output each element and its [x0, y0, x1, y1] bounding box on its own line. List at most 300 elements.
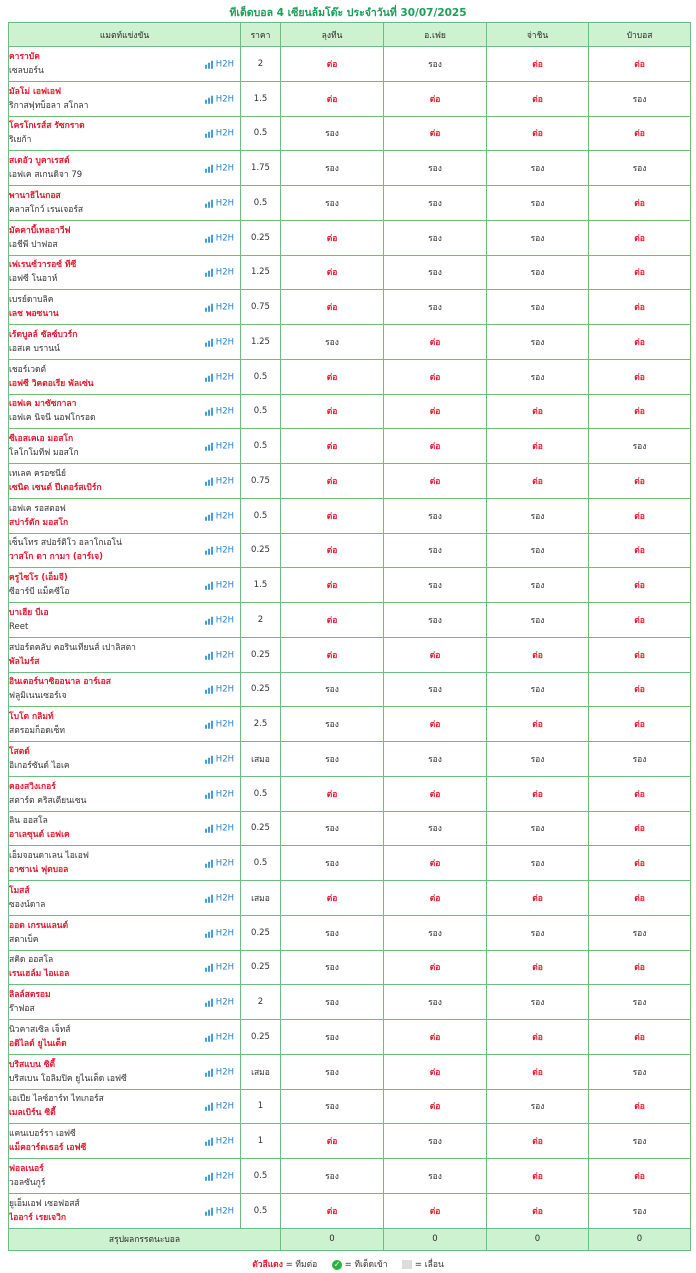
table-row	[9, 637, 691, 672]
h2h-link[interactable]	[205, 476, 234, 487]
home-team: บาเฮีย บีเอ	[9, 607, 49, 618]
table-row	[9, 1124, 691, 1159]
tip-cell: รอง	[487, 846, 589, 881]
table-row	[9, 603, 691, 638]
match-cell	[9, 429, 241, 464]
table-row	[9, 464, 691, 499]
tip-cell: ต่อ	[487, 881, 589, 916]
away-team: ซีอาร์บี แม็คซีโอ	[9, 587, 70, 598]
tip-cell: รอง	[487, 1089, 589, 1124]
table-row	[9, 220, 691, 255]
h2h-label: H2H	[215, 684, 234, 695]
odds-cell: 0.25	[241, 811, 281, 846]
h2h-label: H2H	[215, 719, 234, 730]
h2h-label: H2H	[215, 93, 234, 104]
h2h-label: H2H	[215, 545, 234, 556]
h2h-label: H2H	[215, 1032, 234, 1043]
home-team: เทเลค ครอซนีย์	[9, 468, 66, 479]
h2h-link[interactable]	[205, 1205, 234, 1216]
tip-cell: ต่อ	[589, 325, 691, 360]
home-team: ลิลล์สตรอม	[9, 990, 51, 1001]
page-title: ทีเด็ดบอล 4 เซียนล้มโต๊ะ ประจำวันที่ 30/07/2025	[229, 7, 467, 19]
table-row	[9, 985, 691, 1020]
signal-bars-icon	[205, 510, 214, 520]
match-cell	[9, 1089, 241, 1124]
signal-bars-icon	[205, 754, 214, 764]
signal-bars-icon	[205, 93, 214, 103]
match-cell	[9, 255, 241, 290]
tip-cell: ต่อ	[487, 637, 589, 672]
odds-cell: 0.25	[241, 915, 281, 950]
tip-cell: รอง	[487, 220, 589, 255]
tip-cell: รอง	[384, 47, 487, 82]
away-team: สตาร์ต คริสเตียนเซน	[9, 795, 87, 806]
away-team: อิเกอร์ซันด์ ไอเค	[9, 760, 70, 771]
home-team: โสตด์	[9, 746, 30, 757]
tip-cell: ต่อ	[281, 1193, 384, 1228]
odds-cell: 1.75	[241, 151, 281, 186]
odds-cell: 1.5	[241, 568, 281, 603]
odds-cell: 0.75	[241, 464, 281, 499]
summary-score-2: 0	[384, 1228, 487, 1250]
tip-cell: ต่อ	[384, 429, 487, 464]
tip-cell: ต่อ	[589, 637, 691, 672]
odds-cell: 0.25	[241, 637, 281, 672]
odds-cell: เสมอ	[241, 742, 281, 777]
match-cell	[9, 47, 241, 82]
h2h-link[interactable]	[205, 823, 234, 834]
match-cell	[9, 776, 241, 811]
h2h-link[interactable]	[205, 997, 234, 1008]
home-team: ยูเอ็มเอฟ เซอฟอสส์	[9, 1198, 80, 1209]
table-row	[9, 394, 691, 429]
signal-bars-icon	[205, 406, 214, 416]
table-row	[9, 1054, 691, 1089]
tip-cell: ต่อ	[281, 81, 384, 116]
h2h-link[interactable]	[205, 128, 234, 139]
match-cell	[9, 742, 241, 777]
legend-red-desc: = ทีมต่อ	[285, 1260, 318, 1270]
h2h-link[interactable]	[205, 441, 234, 452]
tip-cell: รอง	[384, 151, 487, 186]
tip-cell: ต่อ	[281, 498, 384, 533]
h2h-link[interactable]	[205, 927, 234, 938]
tip-cell: ต่อ	[589, 464, 691, 499]
h2h-link[interactable]	[205, 59, 234, 70]
h2h-link[interactable]	[205, 302, 234, 313]
away-team: ฟลูมิเนนเซอร์เจ	[9, 691, 67, 702]
away-team: ซองน์ดาล	[9, 899, 46, 910]
match-cell	[9, 325, 241, 360]
away-team: Reet	[9, 621, 29, 632]
summary-score-4: 0	[589, 1228, 691, 1250]
signal-bars-icon	[205, 649, 214, 659]
home-team: นิวคาสเซิล เจ็ทส์	[9, 1024, 71, 1035]
tip-cell: ต่อ	[589, 359, 691, 394]
signal-bars-icon	[205, 337, 214, 347]
h2h-link[interactable]	[205, 510, 234, 521]
signal-bars-icon	[205, 1066, 214, 1076]
odds-cell: 0.25	[241, 950, 281, 985]
tip-cell: ต่อ	[589, 672, 691, 707]
tip-cell: รอง	[281, 1054, 384, 1089]
tip-cell: รอง	[384, 186, 487, 221]
away-team: อาเลซุนด์ เอฟเค	[9, 830, 70, 841]
summary-row	[9, 1228, 691, 1250]
odds-cell: 2.5	[241, 707, 281, 742]
h2h-label: H2H	[215, 510, 234, 521]
table-row	[9, 325, 691, 360]
tip-cell: รอง	[281, 846, 384, 881]
home-team: เฟเรนซ์วารอซ์ ทีซี	[9, 260, 77, 271]
tip-cell: ต่อ	[487, 464, 589, 499]
home-team: มัคคาบี้เทลอาวีฟ	[9, 225, 71, 236]
h2h-link[interactable]	[205, 719, 234, 730]
tip-cell: ต่อ	[384, 707, 487, 742]
h2h-label: H2H	[215, 371, 234, 382]
h2h-link[interactable]	[205, 893, 234, 904]
home-team: ซีเอสเคเอ มอสโก	[9, 434, 74, 445]
signal-bars-icon	[205, 302, 214, 312]
table-row	[9, 1089, 691, 1124]
match-cell	[9, 116, 241, 151]
away-team: โลโกโมทีฟ มอสโก	[9, 448, 79, 459]
tip-cell: รอง	[281, 186, 384, 221]
table-row	[9, 811, 691, 846]
home-team: แคนเบอร์รา เอฟซี	[9, 1129, 76, 1140]
h2h-link[interactable]	[205, 788, 234, 799]
signal-bars-icon	[205, 719, 214, 729]
tip-cell: ต่อ	[384, 116, 487, 151]
h2h-label: H2H	[215, 406, 234, 417]
h2h-link[interactable]	[205, 580, 234, 591]
h2h-link[interactable]	[205, 1171, 234, 1182]
tip-cell: ต่อ	[384, 846, 487, 881]
header-tipster-3: จ่าชิน	[487, 23, 589, 47]
match-cell	[9, 603, 241, 638]
odds-cell: 1	[241, 1124, 281, 1159]
match-cell	[9, 1193, 241, 1228]
h2h-link[interactable]	[205, 1032, 234, 1043]
table-row	[9, 255, 691, 290]
tip-cell: ต่อ	[589, 290, 691, 325]
home-team: เอเปีย ไลซ์ฮาร์ท ไทเกอร์ส	[9, 1094, 104, 1105]
tip-cell: ต่อ	[487, 950, 589, 985]
h2h-label: H2H	[215, 823, 234, 834]
match-cell	[9, 950, 241, 985]
summary-score-3: 0	[487, 1228, 589, 1250]
away-team: เซลบอร์น	[9, 65, 44, 76]
away-team: เซนิต เซนต์ ปีเตอร์สเบิร์ก	[9, 482, 102, 493]
away-team: อาซาเน่ ฟุตบอล	[9, 865, 69, 876]
h2h-link[interactable]	[205, 267, 234, 278]
away-team: ริกาสฟุทบ็อลา สโกลา	[9, 100, 89, 111]
match-cell	[9, 186, 241, 221]
signal-bars-icon	[205, 962, 214, 972]
tip-cell: ต่อ	[281, 255, 384, 290]
odds-cell: 0.75	[241, 290, 281, 325]
h2h-link[interactable]	[205, 858, 234, 869]
tip-cell: ต่อ	[589, 568, 691, 603]
h2h-link[interactable]	[205, 406, 234, 417]
table-row	[9, 1020, 691, 1055]
h2h-label: H2H	[215, 649, 234, 660]
home-team: บริสแบน ซิตี้	[9, 1059, 56, 1070]
tip-cell: ต่อ	[384, 776, 487, 811]
tip-cell: รอง	[281, 707, 384, 742]
tip-cell: รอง	[281, 1159, 384, 1194]
h2h-link[interactable]	[205, 754, 234, 765]
home-team: เบรย์ดาบลิค	[9, 295, 54, 306]
signal-bars-icon	[205, 441, 214, 451]
home-team: เอฟเค รอสตอฟ	[9, 503, 66, 514]
tip-cell: รอง	[487, 255, 589, 290]
tip-cell: รอง	[384, 1159, 487, 1194]
tip-cell: ต่อ	[281, 533, 384, 568]
h2h-label: H2H	[215, 615, 234, 626]
match-cell	[9, 672, 241, 707]
check-circle-icon: ✓	[333, 1259, 341, 1269]
odds-cell: 1	[241, 1089, 281, 1124]
odds-cell: 0.5	[241, 394, 281, 429]
header-match: แมตท์แข่งขัน	[9, 23, 241, 47]
tip-cell: รอง	[487, 811, 589, 846]
away-team: เอสเค บรานน์	[9, 343, 60, 354]
tip-cell: ต่อ	[589, 846, 691, 881]
tip-cell: ต่อ	[589, 811, 691, 846]
signal-bars-icon	[205, 1136, 214, 1146]
tip-cell: รอง	[487, 985, 589, 1020]
grey-square-icon	[402, 1260, 412, 1269]
signal-bars-icon	[205, 580, 214, 590]
tip-cell: รอง	[384, 603, 487, 638]
away-team: วาสโก ดา กามา (อาร์เจ)	[9, 552, 104, 563]
signal-bars-icon	[205, 1032, 214, 1042]
h2h-link[interactable]	[205, 1066, 234, 1077]
odds-cell: 2	[241, 985, 281, 1020]
tip-cell: รอง	[487, 359, 589, 394]
h2h-link[interactable]	[205, 1136, 234, 1147]
signal-bars-icon	[205, 927, 214, 937]
h2h-label: H2H	[215, 1171, 234, 1182]
table-row	[9, 776, 691, 811]
tip-cell: รอง	[589, 985, 691, 1020]
signal-bars-icon	[205, 232, 214, 242]
tip-cell: ต่อ	[281, 464, 384, 499]
home-team: สเตอัว บูคาเรสต์	[9, 156, 70, 167]
home-team: ฟอลเนอร์	[9, 1163, 44, 1174]
home-team: โบโต กลิมท์	[9, 712, 54, 723]
home-team: พานาธิไนกอส	[9, 190, 61, 201]
odds-cell: 0.25	[241, 533, 281, 568]
home-team: ลิน ออสโล	[9, 816, 48, 827]
h2h-label: H2H	[215, 128, 234, 139]
legend-red	[252, 1257, 317, 1271]
tip-cell: รอง	[384, 533, 487, 568]
away-team: อดิไลด์ ยูไนเต็ด	[9, 1038, 67, 1049]
signal-bars-icon	[205, 1101, 214, 1111]
odds-cell: 0.25	[241, 220, 281, 255]
h2h-link[interactable]	[205, 93, 234, 104]
odds-cell: 0.25	[241, 672, 281, 707]
tip-cell: ต่อ	[281, 637, 384, 672]
h2h-label: H2H	[215, 337, 234, 348]
tip-cell: รอง	[487, 186, 589, 221]
odds-cell: 0.5	[241, 429, 281, 464]
h2h-link[interactable]	[205, 615, 234, 626]
h2h-label: H2H	[215, 580, 234, 591]
h2h-label: H2H	[215, 198, 234, 209]
tip-cell: รอง	[384, 742, 487, 777]
match-cell	[9, 359, 241, 394]
tip-cell: รอง	[589, 81, 691, 116]
away-team: สตรอมก็อดเซ็ท	[9, 726, 66, 737]
odds-cell: 2	[241, 603, 281, 638]
h2h-label: H2H	[215, 893, 234, 904]
tip-cell: รอง	[384, 568, 487, 603]
signal-bars-icon	[205, 997, 214, 1007]
tip-cell: รอง	[589, 429, 691, 464]
tip-cell: ต่อ	[589, 1020, 691, 1055]
away-team: วอลซันกูร์	[9, 1177, 46, 1188]
tip-cell: รอง	[487, 568, 589, 603]
h2h-link[interactable]	[205, 337, 234, 348]
header-odds: ราคา	[241, 23, 281, 47]
table-header-row	[9, 23, 691, 47]
odds-cell: 1.25	[241, 325, 281, 360]
tip-cell: ต่อ	[384, 325, 487, 360]
away-team: สตาเบ็ค	[9, 934, 39, 945]
odds-cell: 0.5	[241, 116, 281, 151]
tip-cell: ต่อ	[281, 359, 384, 394]
tip-cell: รอง	[487, 603, 589, 638]
table-row	[9, 881, 691, 916]
tip-cell: รอง	[487, 498, 589, 533]
signal-bars-icon	[205, 615, 214, 625]
tip-cell: ต่อ	[589, 116, 691, 151]
signal-bars-icon	[205, 59, 214, 69]
tip-cell: ต่อ	[384, 464, 487, 499]
table-row	[9, 742, 691, 777]
match-cell	[9, 1159, 241, 1194]
home-team: สปอร์ตคลับ คอรินเทียนส์ เปาลิสตา	[9, 642, 136, 653]
signal-bars-icon	[205, 545, 214, 555]
h2h-link[interactable]	[205, 962, 234, 973]
h2h-link[interactable]	[205, 545, 234, 556]
tip-cell: ต่อ	[589, 394, 691, 429]
away-team: บริสเบน โอลิมปิค ยูไนเต็ด เอฟซี	[9, 1073, 127, 1084]
tip-cell: รอง	[589, 1124, 691, 1159]
h2h-link[interactable]	[205, 232, 234, 243]
h2h-label: H2H	[215, 927, 234, 938]
tip-cell: รอง	[487, 325, 589, 360]
tip-cell: ต่อ	[589, 1089, 691, 1124]
tip-cell: ต่อ	[589, 186, 691, 221]
h2h-label: H2H	[215, 267, 234, 278]
tip-cell: ต่อ	[589, 776, 691, 811]
h2h-label: H2H	[215, 1101, 234, 1112]
away-team: สปาร์ตัก มอสโก	[9, 517, 69, 528]
away-team: พัลไมร์ส	[9, 656, 40, 667]
tip-cell: รอง	[384, 220, 487, 255]
tip-cell: รอง	[384, 255, 487, 290]
tip-cell: รอง	[281, 116, 384, 151]
signal-bars-icon	[205, 788, 214, 798]
tip-cell: ต่อ	[487, 1020, 589, 1055]
tip-cell: ต่อ	[281, 429, 384, 464]
table-row	[9, 498, 691, 533]
tip-cell: ต่อ	[384, 81, 487, 116]
away-team: ไออาร์ เรยเจวิก	[9, 1212, 67, 1223]
away-team: เอฟเค สเกนดิจา 79	[9, 170, 83, 181]
tip-cell: ต่อ	[589, 47, 691, 82]
h2h-link[interactable]	[205, 198, 234, 209]
tip-cell: รอง	[281, 742, 384, 777]
match-cell	[9, 498, 241, 533]
tip-cell: ต่อ	[384, 394, 487, 429]
h2h-link[interactable]	[205, 163, 234, 174]
tip-cell: รอง	[384, 915, 487, 950]
tip-cell: รอง	[384, 290, 487, 325]
tip-cell: รอง	[281, 1089, 384, 1124]
tip-cell: รอง	[384, 498, 487, 533]
tip-cell: ต่อ	[589, 881, 691, 916]
match-cell	[9, 707, 241, 742]
h2h-label: H2H	[215, 962, 234, 973]
tip-cell: ต่อ	[384, 359, 487, 394]
h2h-label: H2H	[215, 1136, 234, 1147]
h2h-label: H2H	[215, 754, 234, 765]
odds-cell: 1.25	[241, 255, 281, 290]
header-tipster-4: ป๋าบอส	[589, 23, 691, 47]
tip-cell: ต่อ	[281, 568, 384, 603]
tip-cell: ต่อ	[589, 498, 691, 533]
h2h-link[interactable]	[205, 649, 234, 660]
tip-cell: ต่อ	[281, 47, 384, 82]
tip-cell: รอง	[281, 151, 384, 186]
table-row	[9, 533, 691, 568]
home-team: เร้ดบูลล์ ซัลซ์บวร์ก	[9, 329, 78, 340]
tip-cell: ต่อ	[384, 1193, 487, 1228]
h2h-label: H2H	[215, 997, 234, 1008]
tip-cell: รอง	[281, 672, 384, 707]
tip-cell: รอง	[589, 742, 691, 777]
tip-cell: ต่อ	[384, 1089, 487, 1124]
tip-cell: รอง	[281, 325, 384, 360]
home-team: โมสส์	[9, 885, 30, 896]
tip-cell: ต่อ	[487, 1124, 589, 1159]
table-row	[9, 429, 691, 464]
signal-bars-icon	[205, 198, 214, 208]
match-cell	[9, 846, 241, 881]
match-cell	[9, 394, 241, 429]
match-cell	[9, 881, 241, 916]
signal-bars-icon	[205, 823, 214, 833]
odds-cell: 0.5	[241, 359, 281, 394]
signal-bars-icon	[205, 1205, 214, 1215]
h2h-link[interactable]	[205, 1101, 234, 1112]
tip-cell: ต่อ	[281, 220, 384, 255]
away-team: ริเยก้า	[9, 135, 32, 146]
tip-cell: รอง	[589, 1193, 691, 1228]
match-cell	[9, 985, 241, 1020]
odds-cell: 0.5	[241, 776, 281, 811]
tip-cell: ต่อ	[384, 637, 487, 672]
h2h-label: H2H	[215, 302, 234, 313]
h2h-link[interactable]	[205, 684, 234, 695]
h2h-link[interactable]	[205, 371, 234, 382]
tip-cell: รอง	[281, 985, 384, 1020]
